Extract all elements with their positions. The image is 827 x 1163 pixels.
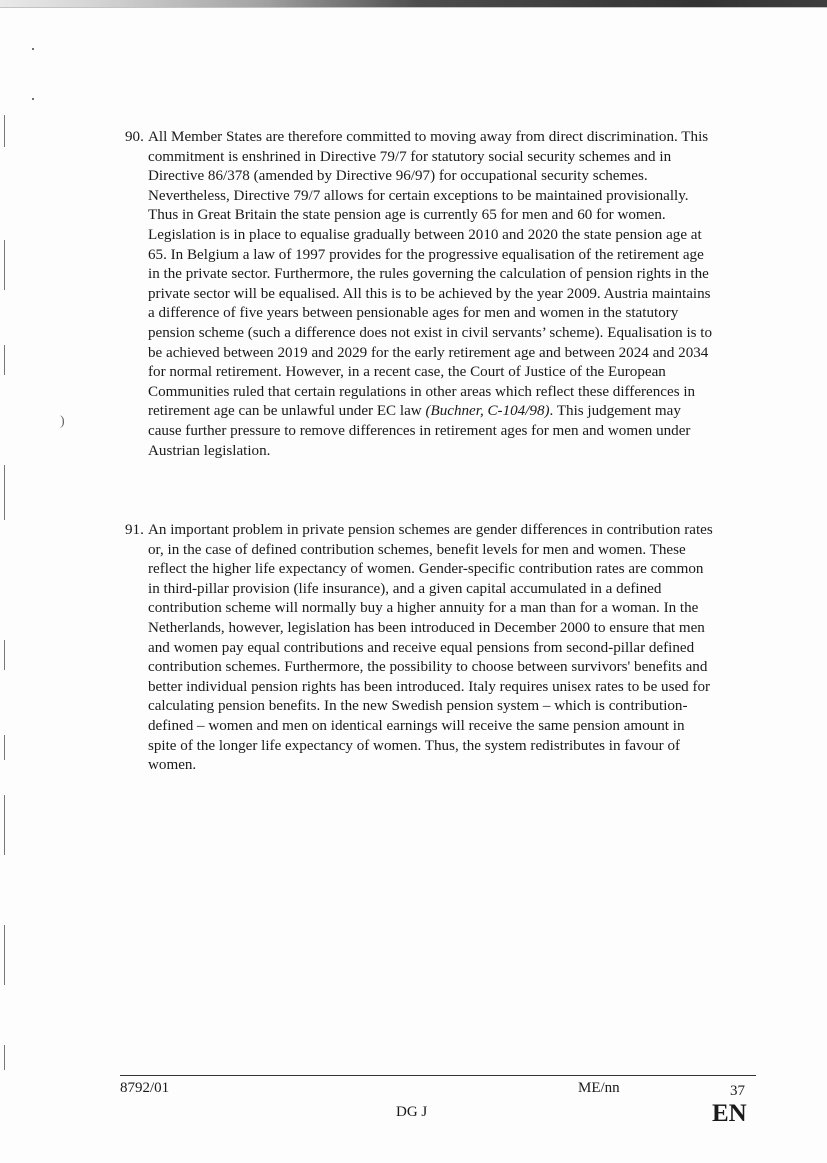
- scan-margin-mark: [4, 735, 5, 760]
- paragraph-number: 91.: [125, 522, 144, 538]
- paragraph-90: [125, 128, 715, 461]
- paragraph-text: [148, 128, 715, 461]
- author-initials: ME/nn: [578, 1080, 620, 1096]
- paragraph-number: 90.: [125, 129, 144, 145]
- document-number: 8792/01: [120, 1080, 170, 1096]
- scan-margin-mark: [4, 240, 5, 290]
- scan-margin-mark: [4, 1045, 5, 1070]
- scan-margin-mark: [4, 640, 5, 670]
- page-number: 37: [730, 1083, 745, 1099]
- paragraph-91: [125, 521, 715, 776]
- scan-edge-top: [0, 0, 827, 7]
- scan-margin-mark: [4, 115, 5, 147]
- scan-margin-mark: [4, 345, 5, 375]
- footer-divider: [120, 1075, 756, 1076]
- paragraph-text: An important problem in private pension schemes are gender differences in contribution rates or, in the case of defined contribution schemes, benefit levels for men and women. These reflect the higher life expectancy of women. Gender-specific contribution rates are common in third-pillar provision (life insurance), and a given capital accumulated in a defined contribution scheme will normally buy a higher annuity for a man than for a woman. In the Netherlands, however, legislation has been introduced in December 2000 to ensure that men and women pay equal contributions and receive equal pensions from second-pillar defined contribution schemes. Furthermore, the possibility to choose between survivors' benefits and better individual pension rights has been introduced. Italy requires unisex rates to be used for calculating pension benefits. In the new Swedish pension system – which is contribution-defined – women and men on identical earnings will receive the same pension amount in spite of the longer life expectancy of women. Thus, the system redistributes in favour of women.: [148, 522, 713, 774]
- scan-margin-mark: [4, 925, 5, 985]
- scan-margin-mark: [4, 795, 5, 855]
- paragraph-text-part: . This judgement may cause further pressure to remove differences in retirement ages for men and women under Austrian legislation.: [148, 403, 691, 459]
- paragraph-text-part: All Member States are therefore committed to moving away from direct discrimination. This commitment is enshrined in Directive 79/7 for statutory social security schemes and in Directive 86/378 (amended by Directive 96/97) for occupational security schemes. Nevertheless, Directive 79/7 allows for certain exceptions to be maintained provisionally. Thus in Great Britain the state pension age is currently 65 for men and 60 for women. Legislation is in place to equalise gradually between 2010 and 2020 the state pension age at 65. In Belgium a law of 1997 provides for the progressive equalisation of the retirement age in the private sector. Furthermore, the rules governing the calculation of pension rights in the private sector will be equalised. All this is to be achieved by the year 2009. Austria maintains a difference of five years between pensionable ages for men and women in the statutory pension scheme (such a difference does not exist in civil servants’ scheme). Equalisation is to be achieved between 2019 and 2029 for the early retirement age and between 2024 and 2034 for normal retirement. However, in a recent case, the Court of Justice of the European Communities ruled that certain regulations in other areas which reflect these differences in retirement age can be unlawful under EC law: [148, 129, 713, 420]
- language-code: EN: [712, 1100, 747, 1127]
- case-citation: (Buchner, C-104/98): [425, 403, 550, 420]
- scan-artifact: ): [60, 414, 65, 429]
- scan-speck: [32, 98, 34, 100]
- directorate-label: DG J: [396, 1104, 428, 1120]
- scan-speck: [32, 48, 34, 50]
- scan-margin-mark: [4, 465, 5, 520]
